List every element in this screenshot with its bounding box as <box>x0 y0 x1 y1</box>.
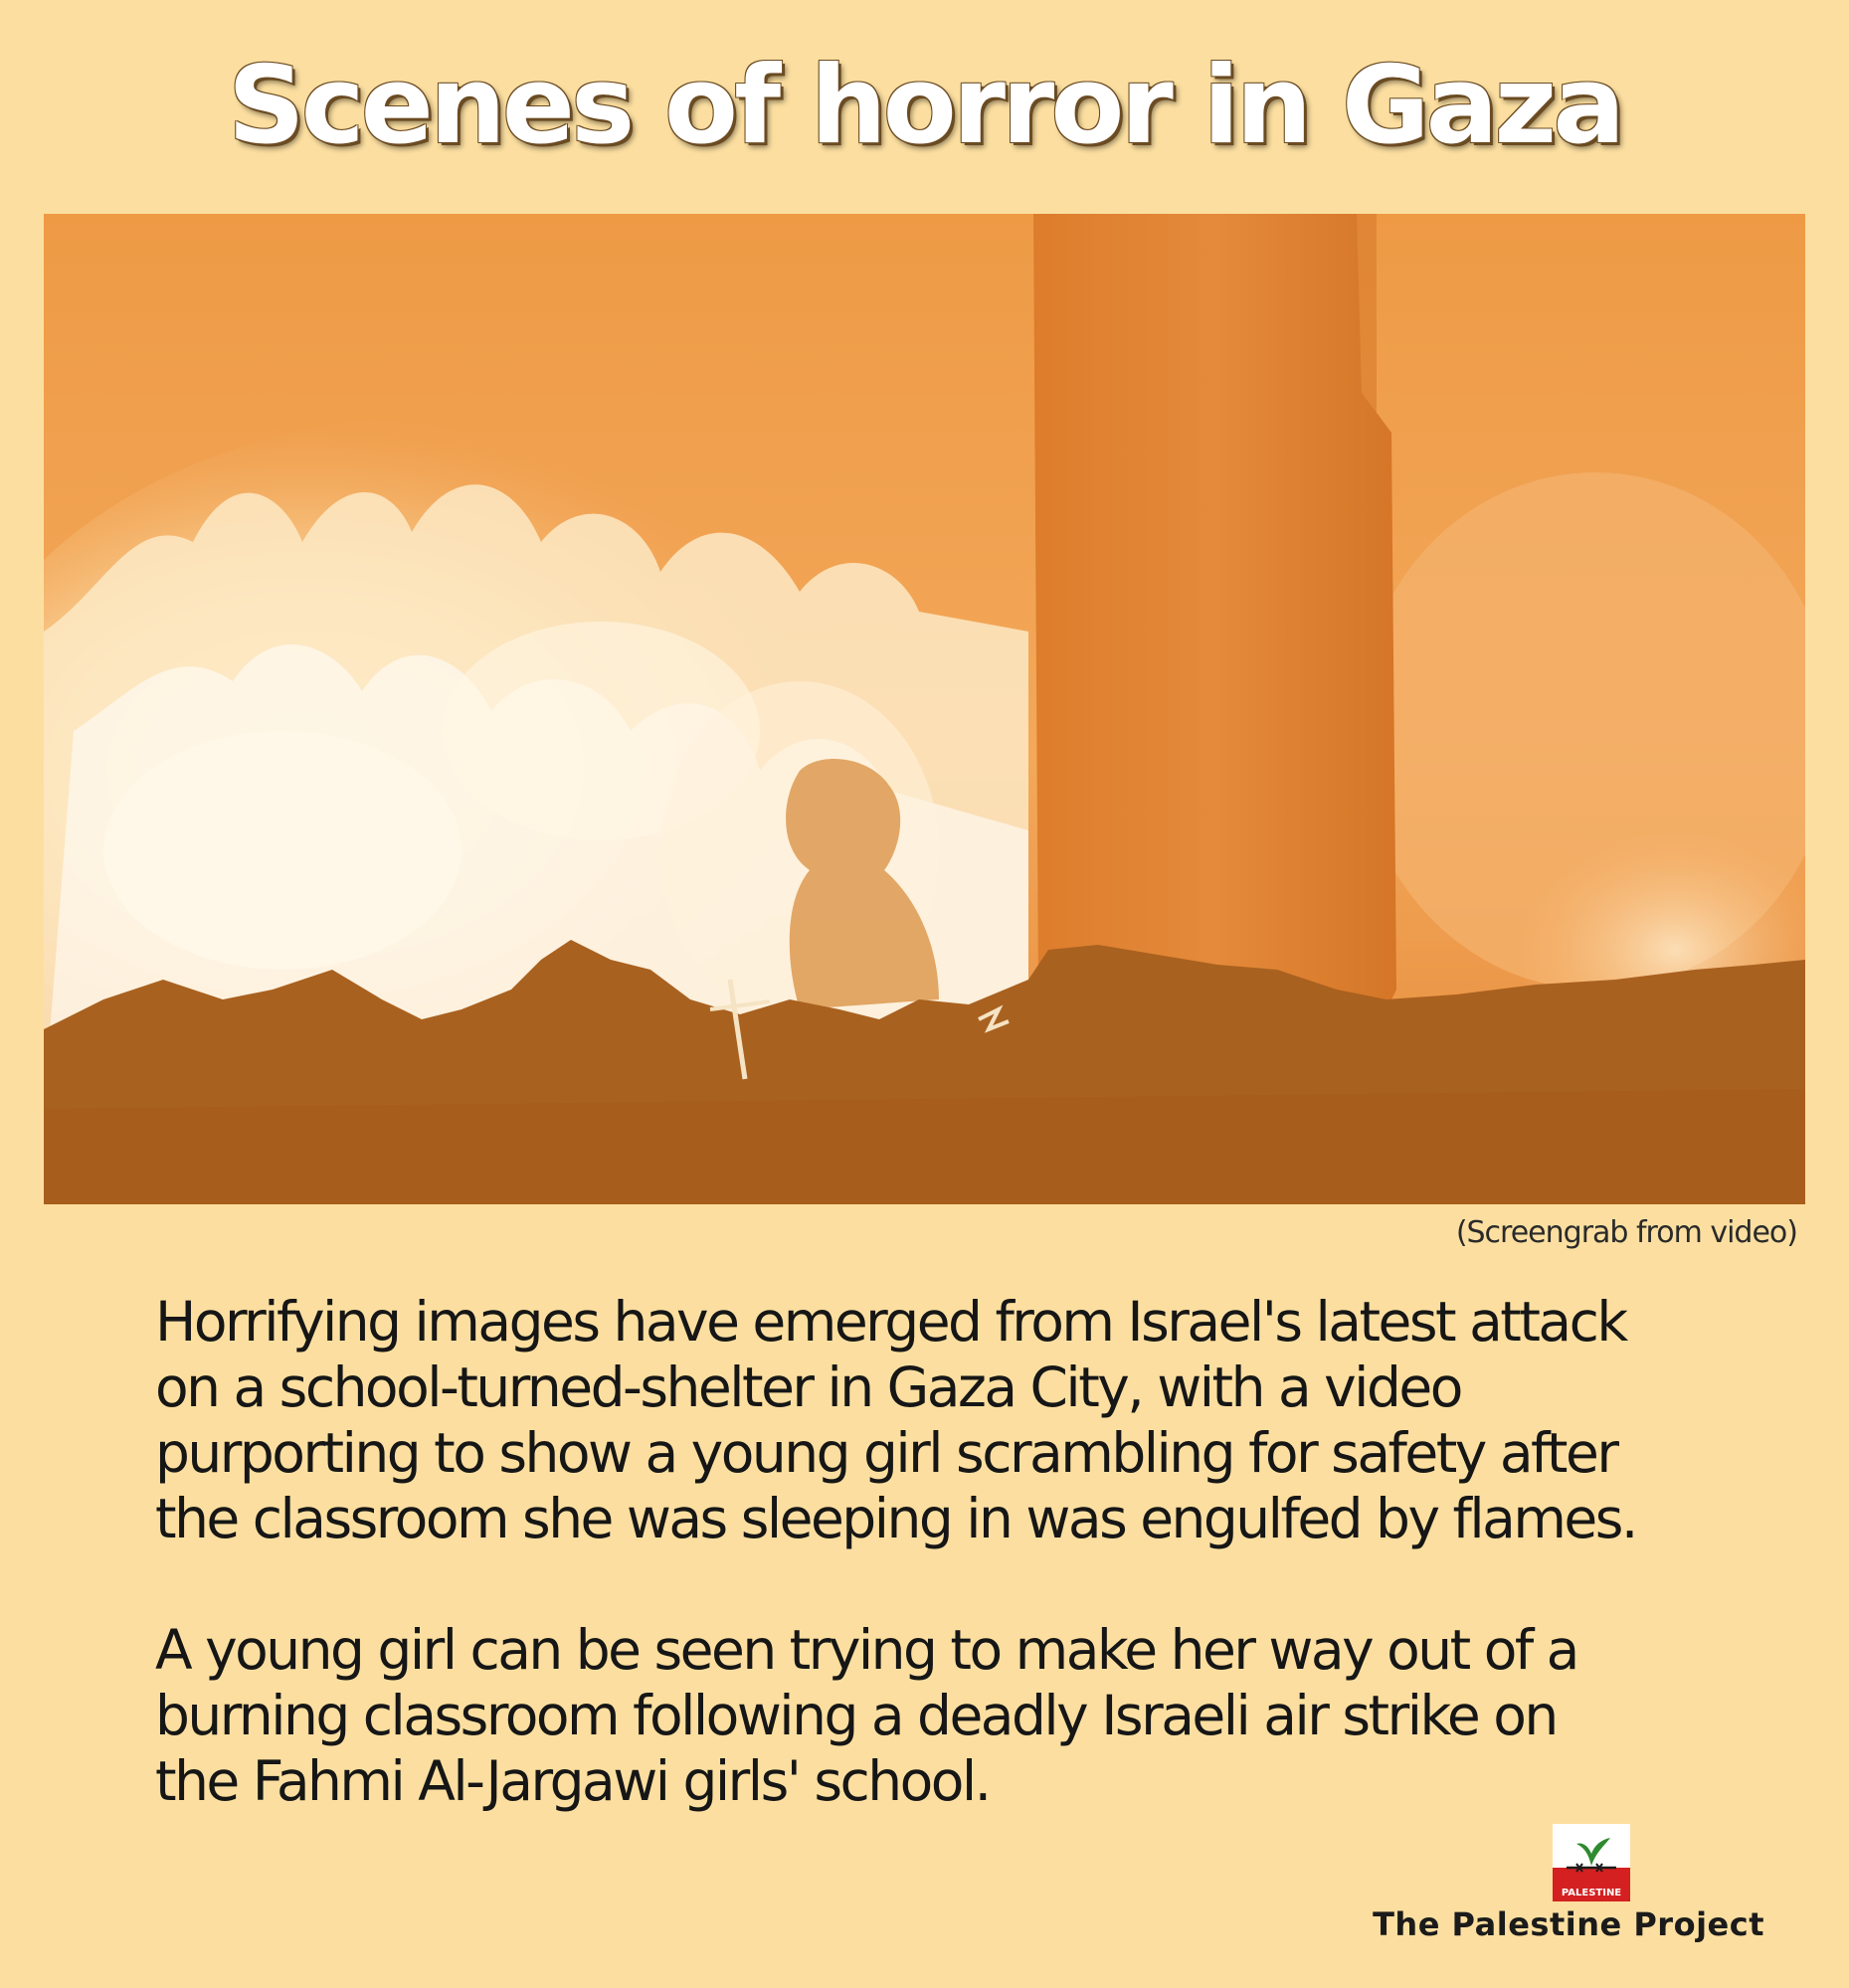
fire-scene-graphic <box>44 214 1805 1204</box>
paragraph-1: Horrifying images have emerged from Israel's latest attack on a school-turned-shelter in Gaza City, with a video purporting to show a young girl scrambling for safety after the classroom she was sleeping in was engulfed by flames. <box>155 1290 1636 1550</box>
article-body <box>155 1289 1747 1814</box>
logo-label: PALESTINE <box>1561 1888 1622 1898</box>
image-caption: (Screengrab from video) <box>1455 1215 1797 1250</box>
palestine-project-logo <box>1553 1824 1630 1901</box>
brand-name: The Palestine Project <box>1373 1905 1764 1943</box>
headline: Scenes of horror in Gaza <box>227 44 1622 168</box>
fire-scene-image <box>44 214 1805 1204</box>
paragraph-2: A young girl can be seen trying to make her way out of a burning classroom following a deadly Israeli air strike on the Fahmi Al-Jargawi girls' school. <box>155 1618 1577 1813</box>
logo-graphic <box>1553 1824 1630 1901</box>
